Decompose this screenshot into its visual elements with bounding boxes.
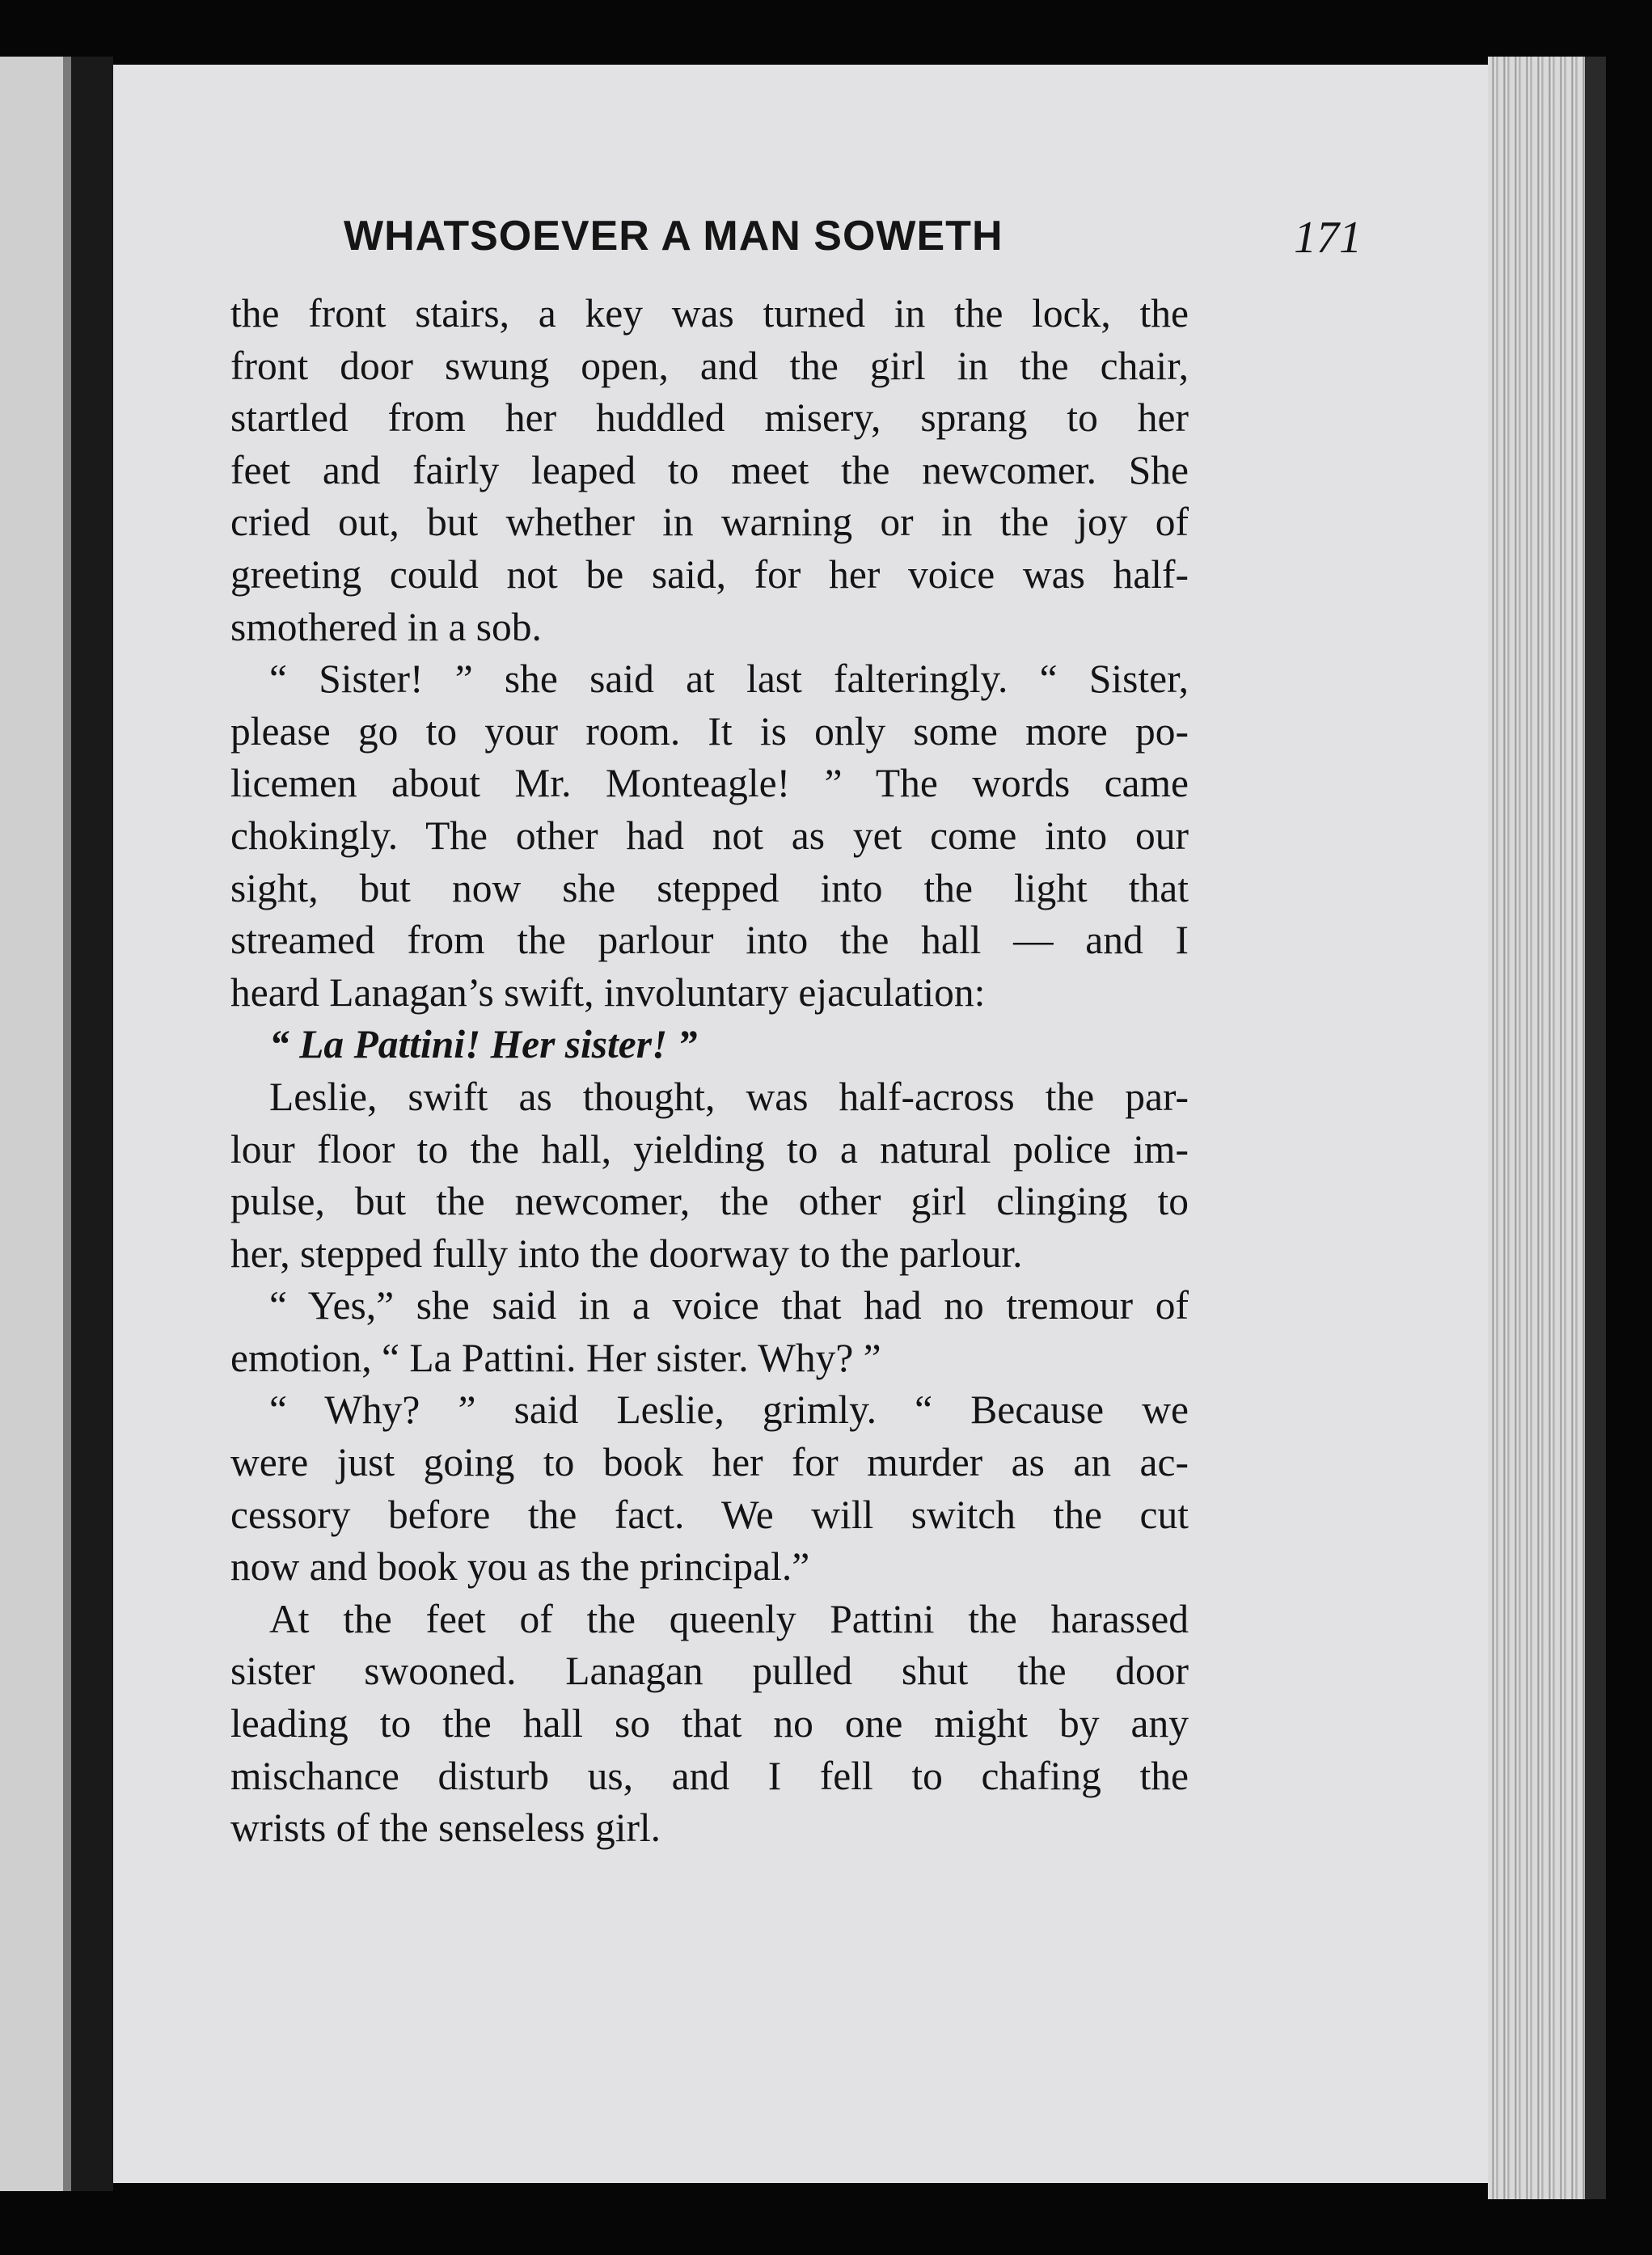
text-line: “ Why? ” said Leslie, grimly. “ Because we <box>269 1387 1189 1433</box>
text-line: At the feet of the queenly Pattini the harassed <box>269 1596 1189 1641</box>
facing-page-edge <box>0 57 71 2191</box>
text-line: licemen about Mr. Monteagle! ” The words came <box>230 761 1189 806</box>
page-number: 171 <box>1294 213 1362 263</box>
text-line: sister swooned. Lanagan pulled shut the door <box>230 1649 1189 1694</box>
book-gutter <box>71 57 113 2191</box>
text-line: startled from her huddled misery, sprang to her <box>230 395 1189 441</box>
page-block-edge <box>1488 57 1601 2199</box>
text-line: Leslie, swift as thought, was half-across the par- <box>269 1074 1189 1119</box>
text-line: the front stairs, a key was turned in the lock, the <box>230 291 1189 336</box>
text-line: feet and fairly leaped to meet the newcomer. She <box>230 447 1189 492</box>
text-line: pulse, but the newcomer, the other girl clinging to <box>230 1179 1189 1224</box>
text-line: “ Yes,” she said in a voice that had no tremour of <box>269 1283 1189 1328</box>
text-line: “ Sister! ” she said at last falteringly. “ Sister, <box>269 657 1189 702</box>
text-line: cessory before the fact. We will switch the cut <box>230 1492 1189 1537</box>
running-title: WHATSOEVER A MAN SOWETH <box>344 213 1003 260</box>
text-line: streamed from the parlour into the hall — and I <box>230 918 1189 963</box>
text-line: cried out, but whether in warning or in the joy of <box>230 500 1189 545</box>
body-text <box>230 288 1189 1855</box>
text-line: greeting could not be said, for her voice was half- <box>230 551 1189 597</box>
text-line-italic: “ La Pattini! Her sister! ” <box>269 1022 698 1067</box>
text-line: emotion, “ La Pattini. Her sister. Why? ” <box>230 1335 881 1380</box>
text-line: chokingly. The other had not as yet come into our <box>230 813 1189 858</box>
text-line: now and book you as the principal.” <box>230 1544 810 1590</box>
text-line: leading to the hall so that no one might by any <box>230 1701 1189 1746</box>
text-line: mischance disturb us, and I fell to chafing the <box>230 1753 1189 1798</box>
text-line: smothered in a sob. <box>230 604 542 649</box>
text-line: wrists of the senseless girl. <box>230 1805 661 1851</box>
text-line: lour floor to the hall, yielding to a natural police im- <box>230 1126 1189 1172</box>
text-line: heard Lanagan’s swift, involuntary ejaculation: <box>230 969 986 1015</box>
text-line: were just going to book her for murder as an ac- <box>230 1440 1189 1485</box>
text-line: please go to your room. It is only some more po- <box>230 708 1189 754</box>
text-line: front door swung open, and the girl in the chair, <box>230 343 1189 388</box>
text-line: her, stepped fully into the doorway to the parlour. <box>230 1231 1023 1276</box>
text-line: sight, but now she stepped into the light that <box>230 865 1189 910</box>
